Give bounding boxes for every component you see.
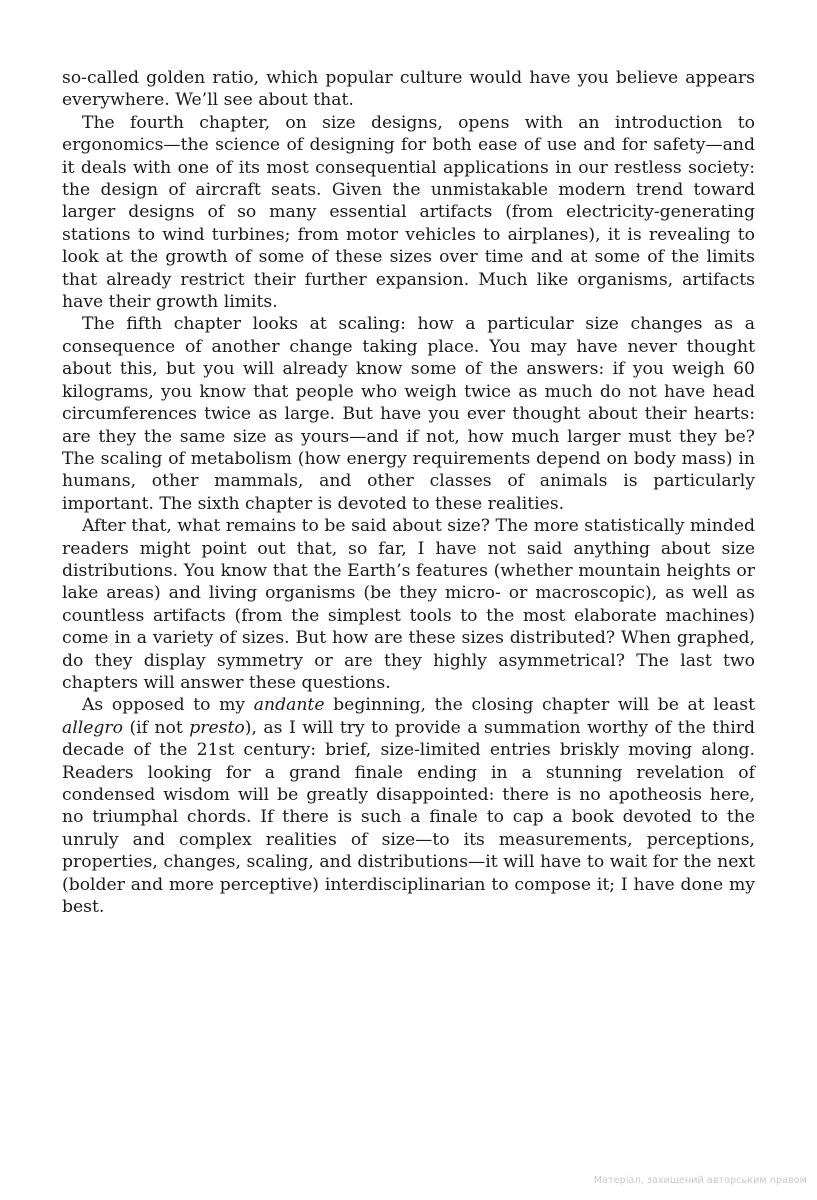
paragraph-5-text-3: (if not bbox=[122, 717, 190, 738]
paragraph-5-text-1: As opposed to my bbox=[82, 695, 254, 716]
italic-andante: andante bbox=[253, 695, 325, 716]
paragraph-1: so-called golden ratio, which popular culture would have you believe appears everywhere. We’ll see about that. bbox=[62, 68, 755, 111]
paragraph-5-text-2: beginning, the closing chapter will be at least bbox=[324, 695, 755, 716]
italic-presto: presto bbox=[189, 717, 245, 738]
page-body bbox=[62, 67, 755, 918]
paragraph-4: After that, what remains to be said about size? The more statistically minded readers might point out that, so far, I have not said anything about size distributions. You know that the Earth’s features (whether mountain heights or lake areas) and living organisms (be they micro- or macroscopic), as well as countless artifacts (from the simplest tools to the most elaborate machines) come in a variety of sizes. But how are these sizes distributed? When graphed, do they display symmetry or are they highly asymmetrical? The last two chapters will answer these questions. bbox=[62, 516, 755, 693]
copyright-watermark: Матеріал, захищений авторським правом bbox=[593, 1175, 807, 1186]
italic-allegro: allegro bbox=[62, 717, 123, 738]
paragraph-2: The fourth chapter, on size designs, opens with an introduction to ergonomics—the science of designing for both ease of use and for safety—and it deals with one of its most consequential applications in our restless society: the design of aircraft seats. Given the unmistakable modern trend toward larger designs of so many essential artifacts (from electricity-generating stations to wind turbines; from motor vehicles to airplanes), it is revealing to look at the growth of some of these sizes over time and at some of the limits that already restrict their further expansion. Much like organisms, artifacts have their growth limits. bbox=[62, 112, 755, 313]
paragraph-5-text-4: ), as I will try to provide a summation worthy of the third decade of the 21st century: brief, size-limited entries briskly moving along. Readers looking for a grand finale ending in a stunning revelation of condensed wisdom will be greatly disappointed: there is no apotheosis here, no triumphal chords. If there is such a finale to cap a book devoted to the unruly and complex realities of size—to its measurements, perceptions, properties, changes, scaling, and distributions—it will have to wait for the next (bolder and more perceptive) interdisciplinarian to compose it; I have done my best. bbox=[62, 717, 756, 918]
paragraph-3: The fifth chapter looks at scaling: how a particular size changes as a consequence of another change taking place. You may have never thought about this, but you will already know some of the answers: if you weigh 60 kilograms, you know that people who weigh twice as much do not have head circumferences twice as large. But have you ever thought about their hearts: are they the same size as yours—and if not, how much larger must they be? The scaling of metabolism (how energy requirements depend on body mass) in humans, other mammals, and other classes of animals is particularly important. The sixth chapter is devoted to these realities. bbox=[62, 314, 755, 514]
paragraph-5 bbox=[62, 694, 755, 918]
